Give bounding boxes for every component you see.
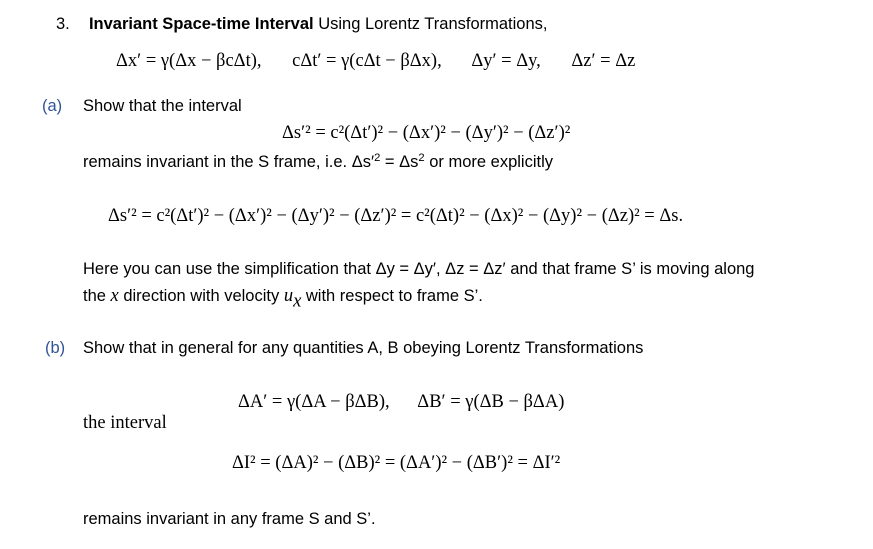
part-b-eq-b: ΔB′ = γ(ΔB − βΔA) (417, 392, 565, 412)
part-b-eq-a: ΔA′ = γ(ΔA − βΔB), (238, 392, 390, 412)
transform-eq-z: Δz′ = Δz (571, 51, 636, 71)
part-a-hint-line-2: the x direction with velocity $u_x$ with respect to frame S’. (83, 286, 483, 312)
part-b-label: (b) (45, 339, 66, 357)
part-a-explicit-equation: Δs′² = c²(Δt′)² − (Δx′)² − (Δy′)² − (Δz′)² = c²(Δt)² − (Δx)² − (Δy)² − (Δz)² = Δs. (108, 206, 684, 226)
part-b-the-interval: the interval (83, 413, 167, 433)
transform-eq-t: cΔt′ = γ(cΔt − βΔx), (292, 51, 442, 71)
problem-title: Invariant Space-time Interval (88, 15, 314, 33)
part-a-prompt: Show that the interval (83, 97, 242, 115)
problem-number: 3. (56, 15, 70, 33)
part-a-invariant-statement: remains invariant in the S frame, i.e. $\Delta s'^2 = \Delta s^2$ or more explicitly (83, 151, 554, 171)
part-a-hint-line-1: Here you can use the simplification that Δy = Δy′, Δz = Δz′ and that frame S’ is moving along (83, 260, 755, 278)
part-b-prompt: Show that in general for any quantities A, B obeying Lorentz Transformations (83, 339, 644, 357)
problem-title-rest: Using Lorentz Transformations, (318, 15, 548, 33)
part-a-interval-equation: Δs′² = c²(Δt′)² − (Δx′)² − (Δy′)² − (Δz′)² (282, 123, 571, 143)
part-b-conclusion: remains invariant in any frame S and S’. (83, 510, 376, 528)
lorentz-transform-equations (116, 51, 635, 72)
part-b-interval-equation: ΔI² = (ΔA)² − (ΔB)² = (ΔA′)² − (ΔB′)² = ΔI′² (232, 453, 561, 473)
part-b-transform-equations (238, 392, 564, 413)
part-a-label: (a) (42, 97, 63, 115)
transform-eq-x: Δx′ = γ(Δx − βcΔt), (116, 51, 262, 71)
problem-header (56, 15, 548, 34)
transform-eq-y: Δy′ = Δy, (471, 51, 541, 71)
